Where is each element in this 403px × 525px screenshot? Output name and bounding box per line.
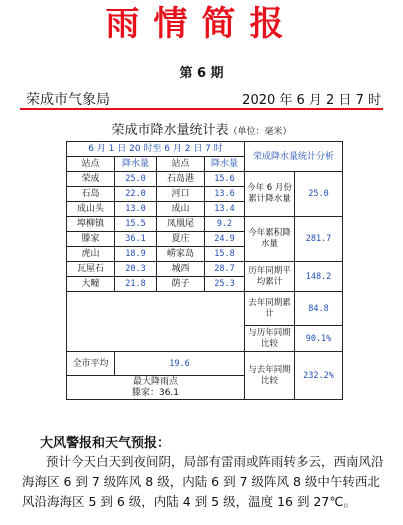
analysis-label: 去年同期累计 xyxy=(245,292,295,326)
rain-value: 15.8 xyxy=(205,247,245,262)
station-name: 虎山 xyxy=(67,247,115,262)
station-name: 大疃 xyxy=(67,277,115,292)
rain-value: 24.9 xyxy=(205,232,245,247)
station-name: 崂家岛 xyxy=(157,247,205,262)
rain-value: 15.5 xyxy=(115,217,157,232)
station-name: 河口 xyxy=(157,187,205,202)
rain-value: 36.1 xyxy=(115,232,157,247)
rain-value: 9.2 xyxy=(205,217,245,232)
issue-number: 第 6 期 xyxy=(179,66,224,81)
station-name: 石岛港 xyxy=(157,172,205,187)
table-row xyxy=(67,262,343,277)
rain-value: 13.4 xyxy=(205,202,245,217)
report-title: 雨情简报 xyxy=(105,4,298,44)
station-name: 荣成 xyxy=(67,172,115,187)
rain-value: 25.0 xyxy=(115,172,157,187)
station-name: 荫子 xyxy=(157,277,205,292)
station-name: 成山头 xyxy=(67,202,115,217)
station-name: 埠柳镇 xyxy=(67,217,115,232)
analysis-label: 今年累积降水量 xyxy=(245,217,295,262)
rain-value: 22.0 xyxy=(115,187,157,202)
analysis-value: 148.2 xyxy=(295,262,343,292)
period-header: 6 月 1 日 20 时至 6 月 2 日 7 时 xyxy=(67,142,245,157)
table-row xyxy=(67,172,343,187)
col-header-rain: 降水量 xyxy=(205,157,245,172)
analysis-value: 232.2% xyxy=(295,352,343,400)
col-header-rain: 降水量 xyxy=(115,157,157,172)
table-title xyxy=(0,119,403,138)
col-header-station: 站点 xyxy=(67,157,115,172)
issue-date: 2020 年 6 月 2 日 7 时 xyxy=(242,93,381,108)
station-name: 凤凰尾 xyxy=(157,217,205,232)
analysis-label: 历年同期平均累计 xyxy=(245,262,295,292)
station-name: 石岛 xyxy=(67,187,115,202)
rain-value: 25.3 xyxy=(205,277,245,292)
rainfall-table xyxy=(66,141,343,400)
rain-value: 13.0 xyxy=(115,202,157,217)
rain-value: 15.6 xyxy=(205,172,245,187)
analysis-label: 与去年同期比较 xyxy=(245,352,295,400)
max-point-label: 最大降雨点 xyxy=(132,376,178,387)
analysis-value: 281.7 xyxy=(295,217,343,262)
analysis-header: 荣成降水量统计分析 xyxy=(245,142,343,172)
rain-value: 20.3 xyxy=(115,262,157,277)
analysis-label: 与历年同期比较 xyxy=(245,326,295,352)
station-name: 瓦屋石 xyxy=(67,262,115,277)
rain-value: 28.7 xyxy=(205,262,245,277)
station-name: 夏庄 xyxy=(157,232,205,247)
rain-value: 18.9 xyxy=(115,247,157,262)
header-divider xyxy=(20,108,383,110)
analysis-value: 84.8 xyxy=(295,292,343,326)
max-rain-point xyxy=(67,376,245,400)
max-point-value: 滕家：36.1 xyxy=(131,387,180,398)
col-header-station: 站点 xyxy=(157,157,205,172)
analysis-value: 90.1% xyxy=(295,326,343,352)
forecast-text: 预计今天白天到夜间阴，局部有雷雨或阵雨转多云，西南风沿海海区 6 到 7 级阵风 8 级，内陆 6 到 7 级阵风 8 级中午转西北风沿海海区 5 到 6 级，内陆 4 到 5 级，温度 16 到 27℃。 xyxy=(22,454,384,509)
empty-area xyxy=(67,292,245,352)
city-average-value: 19.6 xyxy=(115,352,245,376)
rain-value: 13.6 xyxy=(205,187,245,202)
table-title-text: 荣成市降水量统计表 xyxy=(111,123,229,138)
table-unit: （单位：毫米） xyxy=(228,127,292,137)
station-name: 成山 xyxy=(157,202,205,217)
city-average-label: 全市平均 xyxy=(67,352,115,376)
station-name: 城西 xyxy=(157,262,205,277)
table-row xyxy=(67,217,343,232)
rain-value: 21.8 xyxy=(115,277,157,292)
issuer: 荣成市气象局 xyxy=(26,92,110,108)
analysis-value: 25.0 xyxy=(295,172,343,217)
forecast-heading: 大风警报和天气预报： xyxy=(40,436,171,451)
analysis-label: 今年 6 月份累计降水量 xyxy=(245,172,295,217)
station-name: 滕家 xyxy=(67,232,115,247)
